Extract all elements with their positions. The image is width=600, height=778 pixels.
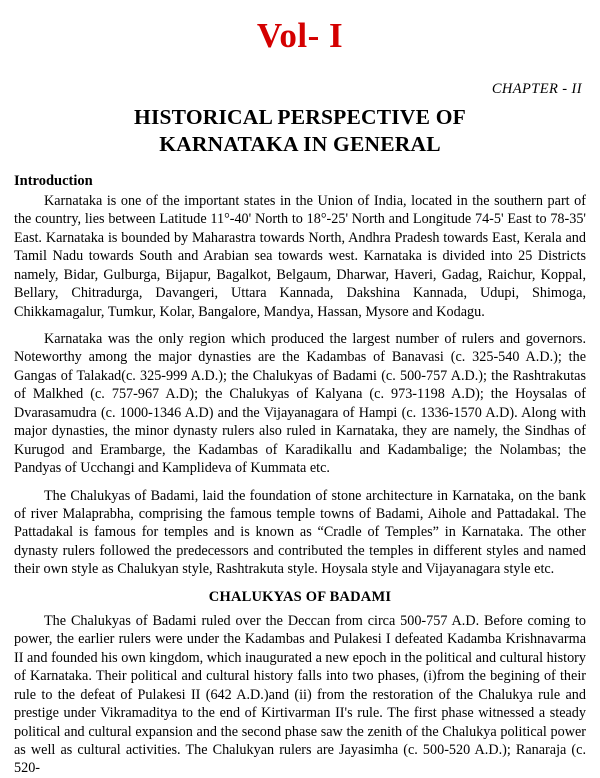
introduction-heading: Introduction [14,172,93,189]
chapter-title [14,104,586,159]
volume-title: Vol- I [256,16,344,55]
chapter-title-line-1: HISTORICAL PERSPECTIVE OF [134,104,466,129]
paragraph-4: The Chalukyas of Badami ruled over the Deccan from circa 500-757 A.D. Before coming to power, the earlier rulers were under the Kadambas and Pulakesi I defeated Kadamba Krishnavarma II and founded his own kingdom, which inaugurated a new epoch in the political and cultural history of Karnataka. Their political and cultural history falls into two phases, (i)from the begining of their rule to the defeat of Pulakesi II (642 A.D.)and (ii) from the restoration of the Chalukya rule and prestige under Vikramaditya to the end of Kirtivarman II's rule. The first phase witnessed a steady political and cultural expansion and the second phase saw the zenith of the Chalukya political power as well as cultural activities. The Chalukyan rulers are Jayasimha (c. 500-520 A.D.); Ranaraja (c. 520- [14,612,586,777]
chapter-title-line-2: KARNATAKA IN GENERAL [159,132,441,157]
paragraph-1: Karnataka is one of the important states in the Union of India, located in the southern part of the country, lies between Latitude 11°-40' North to 18°-25' North and Longitude 74-5' East to 78-35' East. Karnataka is bounded by Maharastra towards North, Andhra Pradesh towards East, Kerala and Tamil Nadu towards South and Arabian sea towards west. Karnataka is divided into 25 Districts namely, Bidar, Gulburga, Bijapur, Bagalkot, Belgaum, Dharwar, Haveri, Gadag, Raichur, Koppal, Bellary, Chitradurga, Davangeri, Uttara Kannada, Dakshina Kannada, Udupi, Shimoga, Chikkamagalur, Tumkur, Kolar, Bangalore, Mandya, Hassan, Mysore and Kodagu. [14,192,586,320]
chalukyas-of-badami-heading: CHALUKYAS OF BADAMI [208,588,392,605]
paragraph-2: Karnataka was the only region which produced the largest number of rulers and governors. Noteworthy among the major dynasties are the Kadambas of Banavasi (c. 325-540 A.D.); the Gangas of Talakad(c. 325-999 A.D.); the Chalukyas of Badami (c. 500-757 A.D.); the Rashtrakutas of Malkhed (c. 757-967 A.D); the Chalukyas of Kalyana (c. 973-1198 A.D); the Hoysalas of Dvarasamudra (c. 1000-1346 A.D) and the Vijayanagara of Hampi (c. 1336-1570 A.D). Along with major dynasties, the minor dynasty rulers also ruled in Karnataka, they are namely, the Sindhas of Kurugod and Erambarge, the Kadambas of Karadikallu and Kadambalige; the Nolambas; the Pandyas of Ucchangi and Kamplideva of Kummata etc. [14,330,586,477]
chapter-label: CHAPTER - II [491,80,582,97]
paragraph-3: The Chalukyas of Badami, laid the foundation of stone architecture in Karnataka, on the bank of river Malaprabha, comprising the famous temple towns of Badami, Aihole and Pattadakal. The Pattadakal is famous for temples and is known as “Cradle of Temples” in Karnataka. The other dynasty rulers followed the predecessors and contributed the temples in different styles and named their own style as Chalukyan style, Rashtrakuta style. Hoysala style and Vijayanagara style etc. [14,487,586,578]
